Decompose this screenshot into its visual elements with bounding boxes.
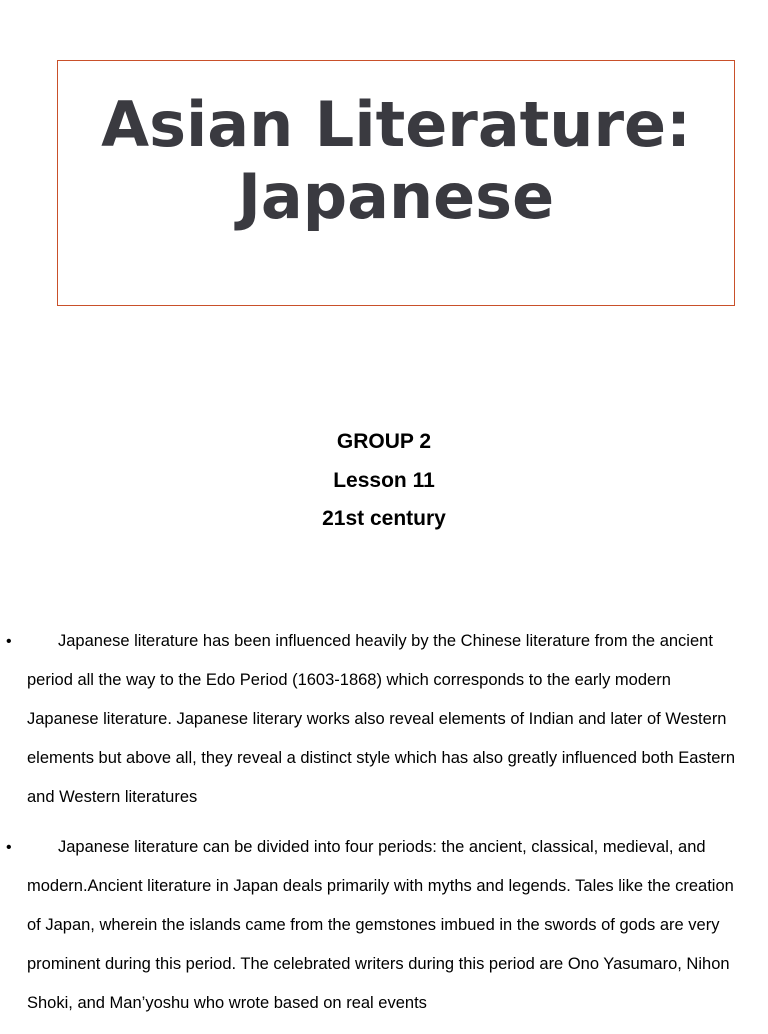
bullet-text: Japanese literature can be divided into four periods: the ancient, classical, medieval, and modern.Ancient literature in Japan deals primarily with myths and legends. Tales like the creation of Japan, wherein the islands came from the gemstones imbued in the swords of gods are very prominent during this period. The celebrated writers during this period are Ono Yasumaro, Nihon Shoki, and Man’yoshu who wrote based on real events xyxy=(27,838,734,1012)
group-label: GROUP 2 xyxy=(336,430,432,453)
bullet-marker: • xyxy=(6,633,12,650)
title-box xyxy=(57,60,735,306)
subtitle-block xyxy=(0,423,768,539)
list-item xyxy=(0,828,768,1023)
list-item xyxy=(0,622,768,817)
lesson-label: Lesson 11 xyxy=(333,468,435,492)
page-title xyxy=(58,89,734,233)
century-label: 21st century xyxy=(322,507,446,530)
title-line-1: Asian Literature: xyxy=(101,88,691,161)
bullet-marker: • xyxy=(6,839,12,856)
bullet-list xyxy=(0,622,768,1034)
bullet-text: Japanese literature has been influenced heavily by the Chinese literature from the ancient period all the way to the Edo Period (1603-1868) which corresponds to the early modern Japanese literature. Japanese literary works also reveal elements of Indian and later of Western elements but above all, they reveal a distinct style which has also greatly influenced both Eastern and Western literatures xyxy=(27,632,736,806)
title-line-2: Japanese xyxy=(237,160,555,233)
